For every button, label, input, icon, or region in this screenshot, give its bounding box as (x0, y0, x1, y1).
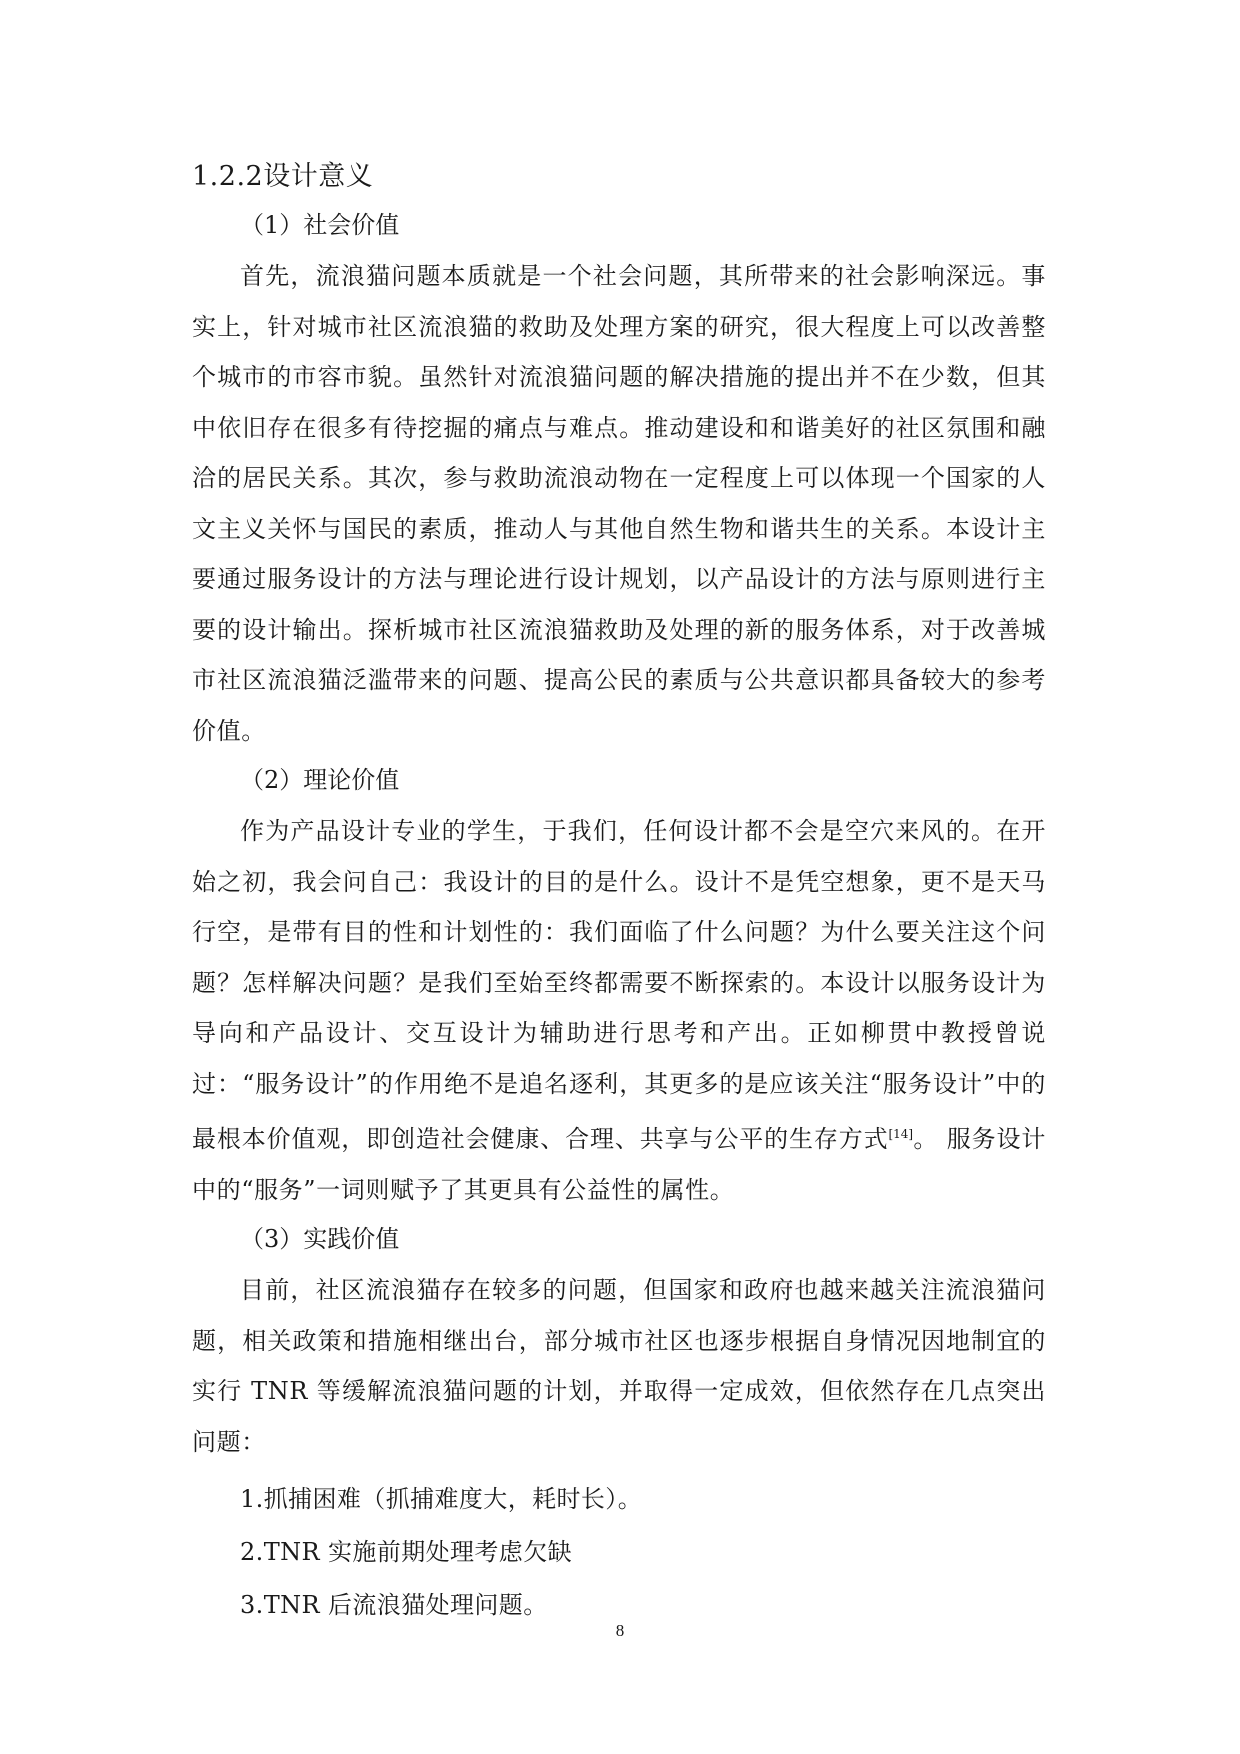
paragraph-theory-value-part2: 。 服务设计中的“服务”一词则赋予了其更具有公益性的属性。 (192, 1125, 1046, 1204)
paragraph-theory-value-part1: 作为产品设计专业的学生，于我们，任何设计都不会是空穴来风的。在开始之初，我会问自己：我设计的目的是什么。设计不是凭空想象，更不是天马行空，是带有目的性和计划性的：我们面临了什么问题？为什么要关注这个问题？怎样解决问题？是我们至始至终都需要不断探索的。本设计以服务设计为导向和产品设计、交互设计为辅助进行思考和产出。正如柳贯中教授曾说过：“服务设计”的作用绝不是追名逐利，其更多的是应该关注“服务设计”中的最根本价值观，即创造社会健康、合理、共享与公平的生存方式 (192, 817, 1046, 1153)
body-text (192, 155, 1046, 1632)
paragraph-practice-value: 目前，社区流浪猫存在较多的问题，但国家和政府也越来越关注流浪猫问题，相关政策和措施相继出台，部分城市社区也逐步根据自身情况因地制宜的实行 TNR 等缓解流浪猫问题的计划，并取得一定成效，但依然存在几点突出问题： (192, 1276, 1046, 1456)
list-item: 2.TNR 实施前期处理考虑欠缺 (240, 1538, 573, 1566)
paragraph-social-value: 首先，流浪猫问题本质就是一个社会问题，其所带来的社会影响深远。事实上，针对城市社区流浪猫的救助及处理方案的研究，很大程度上可以改善整个城市的市容市貌。虽然针对流浪猫问题的解决措施的提出并不在少数，但其中依旧存在很多有待挖掘的痛点与难点。推动建设和和谐美好的社区氛围和融洽的居民关系。其次，参与救助流浪动物在一定程度上可以体现一个国家的人文主义关怀与国民的素质，推动人与其他自然生物和谐共生的关系。本设计主要通过服务设计的方法与理论进行设计规划，以产品设计的方法与原则进行主要的设计输出。探析城市社区流浪猫救助及处理的新的服务体系，对于改善城市社区流浪猫泛滥带来的问题、提高公民的素质与公共意识都具备较大的参考价值。 (192, 262, 1046, 745)
list-item: 3.TNR 后流浪猫处理问题。 (240, 1591, 548, 1619)
paragraph-theory-value (192, 806, 1046, 1215)
page-number: 8 (615, 1621, 625, 1640)
subsection-heading-social-value: （1）社会价值 (240, 211, 400, 239)
subsection-heading-theory-value: （2）理论价值 (240, 766, 400, 794)
subsection-heading-practice-value: （3）实践价值 (240, 1225, 400, 1253)
reference-marker: [14] (888, 1127, 914, 1141)
section-heading: 1.2.2设计意义 (192, 161, 374, 192)
list-item: 1.抓捕困难（抓捕难度大，耗时长）。 (240, 1485, 643, 1513)
problem-list (192, 1473, 1046, 1632)
